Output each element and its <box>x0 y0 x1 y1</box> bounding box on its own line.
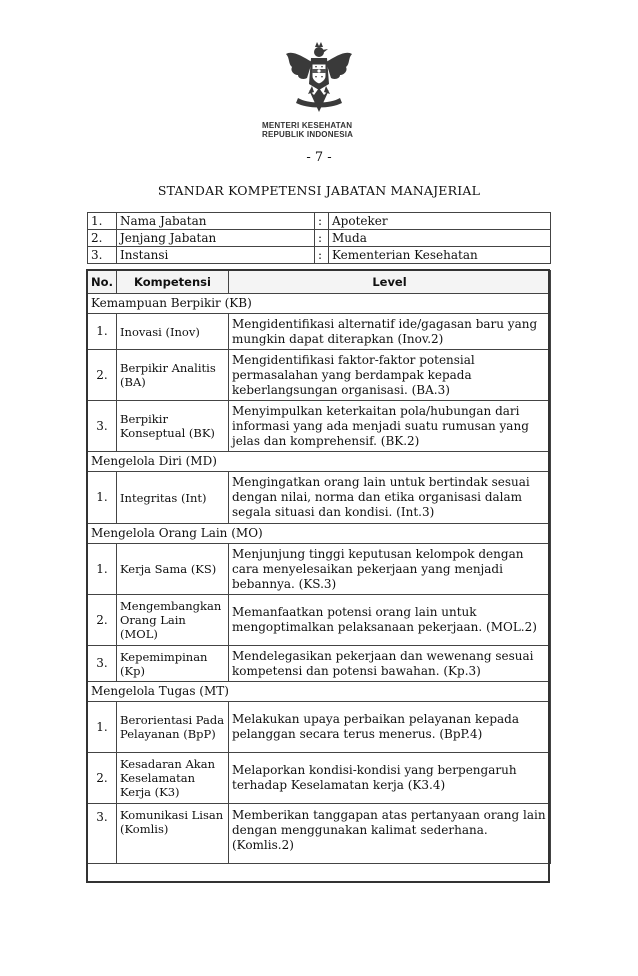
row-kompetensi: Integritas (Int) <box>117 472 229 524</box>
table-row <box>88 247 551 264</box>
group-row <box>88 294 551 314</box>
ministry-label <box>262 121 382 139</box>
ministry-line1: MENTERI KESEHATAN <box>262 121 353 130</box>
competency-table <box>87 270 551 864</box>
table-row <box>88 544 551 595</box>
row-level: Mengingatkan orang lain untuk bertindak sesuai dengan nilai, norma dan etika organisasi dalam segala situasi dan kondisi. (Int.3) <box>229 472 551 524</box>
row-no: 2. <box>88 350 117 401</box>
table-row <box>88 804 551 864</box>
header-no: No. <box>88 271 117 294</box>
row-no: 1. <box>88 544 117 595</box>
table-row <box>88 702 551 753</box>
group-row <box>88 682 551 702</box>
header-level: Level <box>229 271 551 294</box>
row-level: Mengidentifikasi alternatif ide/gagasan baru yang mungkin dapat diterapkan (Inov.2) <box>229 314 551 350</box>
row-no: 1. <box>88 314 117 350</box>
row-level: Memberikan tanggapan atas pertanyaan orang lain dengan menggunakan kalimat sederhana. (Komlis.2) <box>229 804 551 864</box>
row-kompetensi: Inovasi (Inov) <box>117 314 229 350</box>
page-number: - 7 - <box>306 150 332 165</box>
row-no: 2. <box>88 595 117 646</box>
ministry-line2: REPUBLIK INDONESIA <box>262 130 354 139</box>
row-level: Memanfaatkan potensi orang lain untuk mengoptimalkan pelaksanaan pekerjaan. (MOL.2) <box>229 595 551 646</box>
table-header-row <box>88 271 551 294</box>
row-kompetensi: Komunikasi Lisan (Komlis) <box>117 804 229 864</box>
table-row <box>88 646 551 682</box>
row-no: 1. <box>88 472 117 524</box>
table-row <box>88 753 551 804</box>
info-value: Kementerian Kesehatan <box>329 247 551 264</box>
row-level: Mendelegasikan pekerjaan dan wewenang sesuai kompetensi dan potensi bawahan. (Kp.3) <box>229 646 551 682</box>
position-info-table <box>87 212 551 264</box>
row-no: 1. <box>88 702 117 753</box>
info-label: Nama Jabatan <box>117 213 315 230</box>
info-sep: : <box>315 247 329 264</box>
table-row <box>88 595 551 646</box>
row-kompetensi: Berpikir Analitis (BA) <box>117 350 229 401</box>
row-kompetensi: Berorientasi Pada Pelayanan (BpP) <box>117 702 229 753</box>
row-no: 3. <box>88 646 117 682</box>
group-name: Mengelola Tugas (MT) <box>88 682 551 702</box>
row-kompetensi: Kesadaran Akan Keselamatan Kerja (K3) <box>117 753 229 804</box>
group-name: Mengelola Orang Lain (MO) <box>88 524 551 544</box>
table-row <box>88 350 551 401</box>
row-kompetensi: Kepemimpinan (Kp) <box>117 646 229 682</box>
header-kompetensi: Kompetensi <box>117 271 229 294</box>
table-row <box>88 213 551 230</box>
garuda-emblem-icon <box>284 40 354 120</box>
info-no: 3. <box>88 247 117 264</box>
row-no: 2. <box>88 753 117 804</box>
info-value: Apoteker <box>329 213 551 230</box>
table-row <box>88 472 551 524</box>
group-row <box>88 524 551 544</box>
info-label: Instansi <box>117 247 315 264</box>
row-level: Melakukan upaya perbaikan pelayanan kepada pelanggan secara terus menerus. (BpP.4) <box>229 702 551 753</box>
document-title: STANDAR KOMPETENSI JABATAN MANAJERIAL <box>157 183 481 198</box>
info-no: 1. <box>88 213 117 230</box>
row-kompetensi: Kerja Sama (KS) <box>117 544 229 595</box>
row-no: 3. <box>88 804 117 864</box>
info-sep: : <box>315 213 329 230</box>
info-label: Jenjang Jabatan <box>117 230 315 247</box>
row-level: Menjunjung tinggi keputusan kelompok dengan cara menyelesaikan pekerjaan yang menjadi bebannya. (KS.3) <box>229 544 551 595</box>
table-row <box>88 230 551 247</box>
row-kompetensi: Berpikir Konseptual (BK) <box>117 401 229 452</box>
group-row <box>88 452 551 472</box>
info-no: 2. <box>88 230 117 247</box>
info-sep: : <box>315 230 329 247</box>
row-level: Mengidentifikasi faktor-faktor potensial permasalahan yang berdampak kepada keberlangsungan organisasi. (BA.3) <box>229 350 551 401</box>
row-level: Melaporkan kondisi-kondisi yang berpengaruh terhadap Keselamatan kerja (K3.4) <box>229 753 551 804</box>
table-row <box>88 314 551 350</box>
info-value: Muda <box>329 230 551 247</box>
row-level: Menyimpulkan keterkaitan pola/hubungan dari informasi yang ada menjadi suatu rumusan yang jelas dan komprehensif. (BK.2) <box>229 401 551 452</box>
row-kompetensi: Mengembangkan Orang Lain (MOL) <box>117 595 229 646</box>
table-row <box>88 401 551 452</box>
group-name: Mengelola Diri (MD) <box>88 452 551 472</box>
row-no: 3. <box>88 401 117 452</box>
group-name: Kemampuan Berpikir (KB) <box>88 294 551 314</box>
